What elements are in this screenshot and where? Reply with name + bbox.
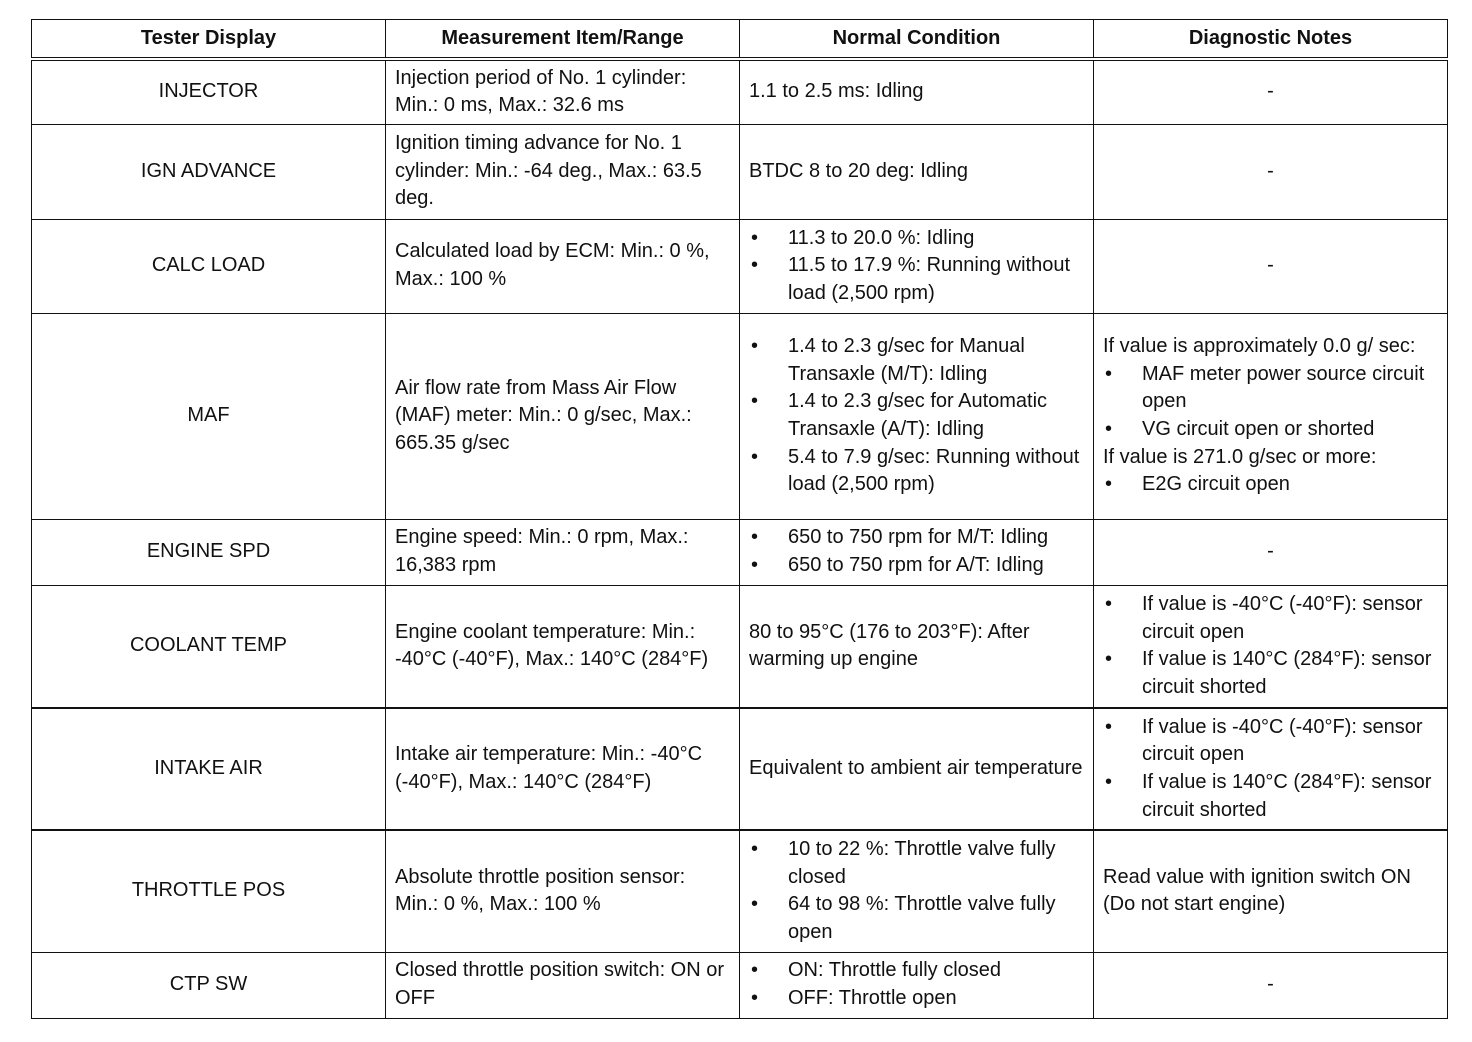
header-tester-display: Tester Display xyxy=(32,20,386,60)
bullet-icon: • xyxy=(751,838,759,861)
list-item-text: E2G circuit open xyxy=(1142,473,1290,496)
normal-condition-cell xyxy=(740,219,1094,313)
normal-condition-list xyxy=(749,333,1084,499)
bullet-icon: • xyxy=(1105,418,1113,440)
diagnostic-notes-cell: - xyxy=(1094,952,1448,1018)
bullet-icon: • xyxy=(751,893,759,916)
list-item xyxy=(1103,769,1438,824)
measurement-cell: Calculated load by ECM: Min.: 0 %, Max.: 100 % xyxy=(386,219,740,313)
header-diagnostic-notes: Diagnostic Notes xyxy=(1094,20,1448,60)
measurement-cell: Air flow rate from Mass Air Flow (MAF) meter: Min.: 0 g/sec, Max.: 665.35 g/sec xyxy=(386,313,740,519)
bullet-icon: • xyxy=(751,959,759,982)
bullet-icon: • xyxy=(751,554,759,576)
table-row xyxy=(32,952,1448,1018)
measurement-cell: Intake air temperature: Min.: -40°C (-40°F), Max.: 140°C (284°F) xyxy=(386,708,740,830)
normal-condition-cell: Equivalent to ambient air temperature xyxy=(740,708,1094,830)
diagnostic-notes-list xyxy=(1103,361,1438,444)
tester-display-cell: INTAKE AIR xyxy=(32,708,386,830)
measurement-cell: Engine speed: Min.: 0 rpm, Max.: 16,383 rpm xyxy=(386,519,740,585)
tester-display-cell: MAF xyxy=(32,313,386,519)
list-item xyxy=(749,388,1084,443)
diagnostic-notes-cell: - xyxy=(1094,519,1448,585)
bullet-icon: • xyxy=(1105,715,1113,738)
diagnostic-notes-list xyxy=(1103,471,1438,499)
diagnostic-notes-cell: - xyxy=(1094,219,1448,313)
normal-condition-cell: 80 to 95°C (176 to 203°F): After warming up engine xyxy=(740,585,1094,708)
table-row xyxy=(32,519,1448,585)
normal-condition-cell xyxy=(740,519,1094,585)
list-item-text: 11.5 to 17.9 %: Running without load (2,500 rpm) xyxy=(788,254,1071,304)
list-item-text: 64 to 98 %: Throttle valve fully open xyxy=(788,893,1056,943)
bullet-icon: • xyxy=(1105,473,1113,496)
list-item-text: 5.4 to 7.9 g/sec: Running without load (2,500 rpm) xyxy=(788,445,1080,496)
list-item-text: If value is 140°C (284°F): sensor circuit shorted xyxy=(1142,648,1432,698)
list-item xyxy=(1103,714,1438,769)
normal-condition-list xyxy=(749,836,1084,946)
diagnostic-notes-cell xyxy=(1094,708,1448,830)
table-row xyxy=(32,313,1448,519)
tester-display-cell: IGN ADVANCE xyxy=(32,124,386,219)
table-row xyxy=(32,585,1448,708)
diagnostic-notes-cell xyxy=(1094,585,1448,708)
normal-condition-list xyxy=(749,225,1084,308)
tester-display-cell: COOLANT TEMP xyxy=(32,585,386,708)
tester-display-cell: CTP SW xyxy=(32,952,386,1018)
list-item xyxy=(749,524,1084,552)
tester-display-cell: THROTTLE POS xyxy=(32,830,386,952)
tester-display-cell: ENGINE SPD xyxy=(32,519,386,585)
header-row xyxy=(32,20,1448,60)
list-item-text: VG circuit open or shorted xyxy=(1142,418,1375,440)
list-item xyxy=(749,225,1084,253)
list-item-text: 11.3 to 20.0 %: Idling xyxy=(788,226,975,249)
list-item xyxy=(1103,591,1438,646)
tester-display-cell: CALC LOAD xyxy=(32,219,386,313)
table-row xyxy=(32,124,1448,219)
list-item xyxy=(749,985,1084,1013)
bullet-icon: • xyxy=(1105,362,1113,385)
diagnostic-notes-cell: Read value with ignition switch ON (Do not start engine) xyxy=(1094,830,1448,952)
bullet-icon: • xyxy=(751,987,759,1009)
bullet-icon: • xyxy=(751,226,759,249)
normal-condition-list xyxy=(749,524,1084,579)
list-item xyxy=(749,957,1084,985)
diagnostic-notes-cell: - xyxy=(1094,124,1448,219)
bullet-icon: • xyxy=(751,254,759,277)
diagnostic-notes-list xyxy=(1103,591,1438,701)
bullet-icon: • xyxy=(751,335,759,358)
normal-condition-list xyxy=(749,957,1084,1012)
list-item xyxy=(1103,361,1438,416)
tester-display-cell: INJECTOR xyxy=(32,59,386,124)
list-item xyxy=(1103,646,1438,701)
list-item-text: OFF: Throttle open xyxy=(788,987,957,1009)
bullet-icon: • xyxy=(1105,593,1113,616)
table-row xyxy=(32,59,1448,124)
list-item-text: If value is 140°C (284°F): sensor circuit shorted xyxy=(1142,771,1432,821)
diagnostic-notes-list xyxy=(1103,714,1438,824)
data-list-table xyxy=(31,19,1448,1019)
list-item xyxy=(749,891,1084,946)
list-item xyxy=(749,552,1084,580)
notes-intro: If value is approximately 0.0 g/ sec: xyxy=(1103,335,1416,358)
normal-condition-cell xyxy=(740,830,1094,952)
normal-condition-cell: BTDC 8 to 20 deg: Idling xyxy=(740,124,1094,219)
list-item-text: 650 to 750 rpm for A/T: Idling xyxy=(788,554,1044,576)
bullet-icon: • xyxy=(751,390,759,413)
header-normal-condition: Normal Condition xyxy=(740,20,1094,60)
bullet-icon: • xyxy=(1105,771,1113,793)
list-item-text: 1.4 to 2.3 g/sec for Automatic Transaxle (A/T): Idling xyxy=(788,390,1048,440)
bullet-icon: • xyxy=(751,526,759,549)
measurement-cell: Absolute throttle position sensor: Min.: 0 %, Max.: 100 % xyxy=(386,830,740,952)
list-item-text: If value is -40°C (-40°F): sensor circuit open xyxy=(1142,715,1423,766)
header-measurement-item-range: Measurement Item/Range xyxy=(386,20,740,60)
list-item xyxy=(1103,471,1438,499)
list-item-text: MAF meter power source circuit open xyxy=(1142,362,1425,413)
bullet-icon: • xyxy=(751,445,759,468)
list-item xyxy=(1103,416,1438,444)
measurement-cell: Injection period of No. 1 cylinder: Min.: 0 ms, Max.: 32.6 ms xyxy=(386,59,740,124)
table-row xyxy=(32,219,1448,313)
normal-condition-cell xyxy=(740,952,1094,1018)
list-item-text: 650 to 750 rpm for M/T: Idling xyxy=(788,526,1049,549)
normal-condition-cell xyxy=(740,313,1094,519)
list-item xyxy=(749,836,1084,891)
normal-condition-cell: 1.1 to 2.5 ms: Idling xyxy=(740,59,1094,124)
notes-intro: If value is 271.0 g/sec or more: xyxy=(1103,445,1377,468)
diagnostic-notes-cell xyxy=(1094,313,1448,519)
measurement-cell: Ignition timing advance for No. 1 cylinder: Min.: -64 deg., Max.: 63.5 deg. xyxy=(386,124,740,219)
bullet-icon: • xyxy=(1105,648,1113,671)
table-row xyxy=(32,830,1448,952)
list-item-text: If value is -40°C (-40°F): sensor circuit open xyxy=(1142,593,1423,643)
measurement-cell: Closed throttle position switch: ON or OFF xyxy=(386,952,740,1018)
measurement-cell: Engine coolant temperature: Min.: -40°C (-40°F), Max.: 140°C (284°F) xyxy=(386,585,740,708)
list-item xyxy=(749,252,1084,307)
list-item-text: 1.4 to 2.3 g/sec for Manual Transaxle (M/T): Idling xyxy=(788,335,1025,385)
list-item-text: 10 to 22 %: Throttle valve fully closed xyxy=(788,838,1056,888)
list-item-text: ON: Throttle fully closed xyxy=(788,959,1002,982)
list-item xyxy=(749,333,1084,388)
diagnostic-notes-cell: - xyxy=(1094,59,1448,124)
table-row xyxy=(32,708,1448,830)
list-item xyxy=(749,444,1084,499)
